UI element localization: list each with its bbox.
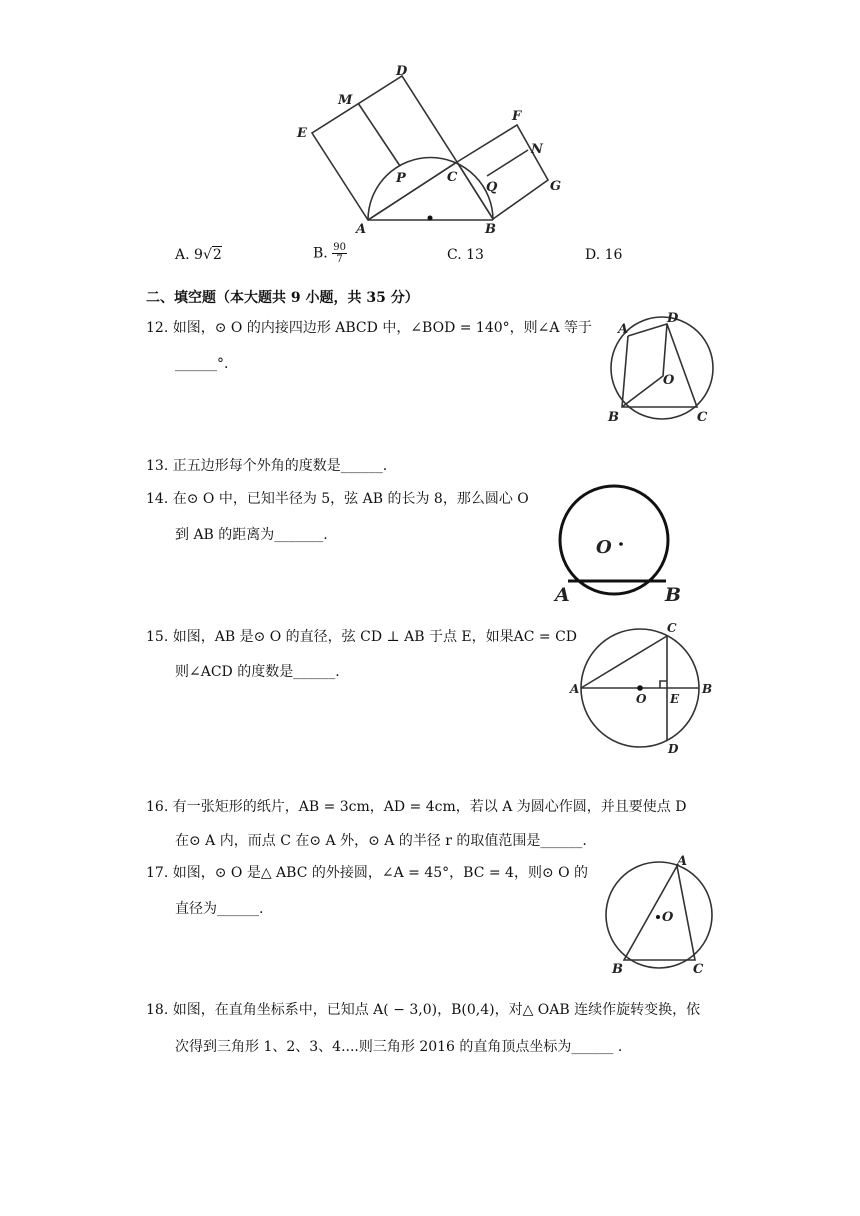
svg-text:A: A	[570, 682, 580, 696]
question-16-line2: 在⊙ A 内，而点 C 在⊙ A 外，⊙ A 的半径 r 的取值范围是______.	[175, 833, 587, 849]
svg-text:D: D	[668, 742, 679, 756]
question-13: 13. 正五边形每个外角的度数是______.	[146, 458, 388, 474]
svg-text:O: O	[663, 373, 675, 388]
label-A: A	[356, 222, 367, 237]
svg-text:B: B	[702, 682, 713, 696]
question-12-line1: 如图，⊙ O 的内接四边形 ABCD 中，∠BOD = 140°，则∠A 等于	[172, 320, 592, 336]
q11-option-a: A. 9√2	[175, 247, 222, 263]
label-C: C	[447, 170, 458, 185]
svg-text:C: C	[667, 621, 677, 635]
svg-text:A: A	[677, 854, 688, 869]
question-18-line2: 次得到三角形 1、2、3、4....则三角形 2016 的直角顶点坐标为______ .	[175, 1039, 623, 1055]
svg-text:A: A	[618, 322, 629, 337]
svg-text:B: B	[608, 410, 619, 425]
label-G: G	[550, 179, 562, 194]
question-17-line2: 直径为______.	[175, 901, 264, 917]
svg-text:A: A	[555, 584, 570, 606]
q11-figure	[290, 58, 580, 238]
q11-option-d: D. 16	[585, 247, 623, 263]
q17-figure	[598, 850, 723, 980]
label-P: P	[396, 171, 406, 186]
question-12-line2: ______°.	[175, 356, 229, 372]
section-heading: 二、填空题（本大题共 9 小题，共 35 分）	[146, 290, 419, 306]
q11-option-b: B. $\frac{90}{7}$	[313, 242, 346, 265]
q11-option-c: C. 13	[447, 247, 484, 263]
svg-text:O: O	[636, 692, 647, 706]
label-B: B	[485, 222, 496, 237]
question-14: 14. 在⊙ O 中，已知半径为 5，弦 AB 的长为 8，那么圆心 O	[146, 491, 529, 507]
svg-text:B: B	[665, 584, 682, 606]
question-14-line2: 到 AB 的距离为_______.	[175, 527, 328, 543]
question-12: 12. 如图，⊙ O 的内接四边形 ABCD 中，∠BOD = 140°，则∠A 等于	[146, 320, 592, 336]
label-M: M	[338, 93, 353, 108]
question-15-line2: 则∠ACD 的度数是______.	[175, 664, 340, 680]
svg-text:C: C	[697, 410, 708, 425]
svg-text:O: O	[596, 537, 612, 558]
q12-figure	[600, 305, 725, 430]
label-D: D	[396, 64, 408, 79]
svg-text:O: O	[662, 910, 674, 925]
q15-figure	[565, 615, 725, 760]
question-17: 17. 如图，⊙ O 是△ ABC 的外接圆，∠A = 45°，BC = 4，则⊙ O 的	[146, 865, 589, 881]
svg-text:C: C	[693, 962, 704, 977]
q14-figure	[550, 480, 690, 610]
svg-text:D: D	[667, 311, 679, 326]
label-F: F	[512, 109, 522, 124]
svg-text:B: B	[612, 962, 623, 977]
label-Q: Q	[486, 180, 498, 195]
question-15: 15. 如图，AB 是⊙ O 的直径，弦 CD ⊥ AB 于点 E，如果AC = CD	[146, 629, 578, 645]
question-18: 18. 如图，在直角坐标系中，已知点 A( − 3,0)，B(0,4)，对△ OAB 连续作旋转变换，依	[146, 1002, 701, 1018]
label-E: E	[297, 126, 307, 141]
question-16: 16. 有一张矩形的纸片，AB = 3cm，AD = 4cm，若以 A 为圆心作圆，并且要使点 D	[146, 799, 687, 815]
svg-text:E: E	[670, 692, 680, 706]
label-N: N	[531, 142, 543, 157]
